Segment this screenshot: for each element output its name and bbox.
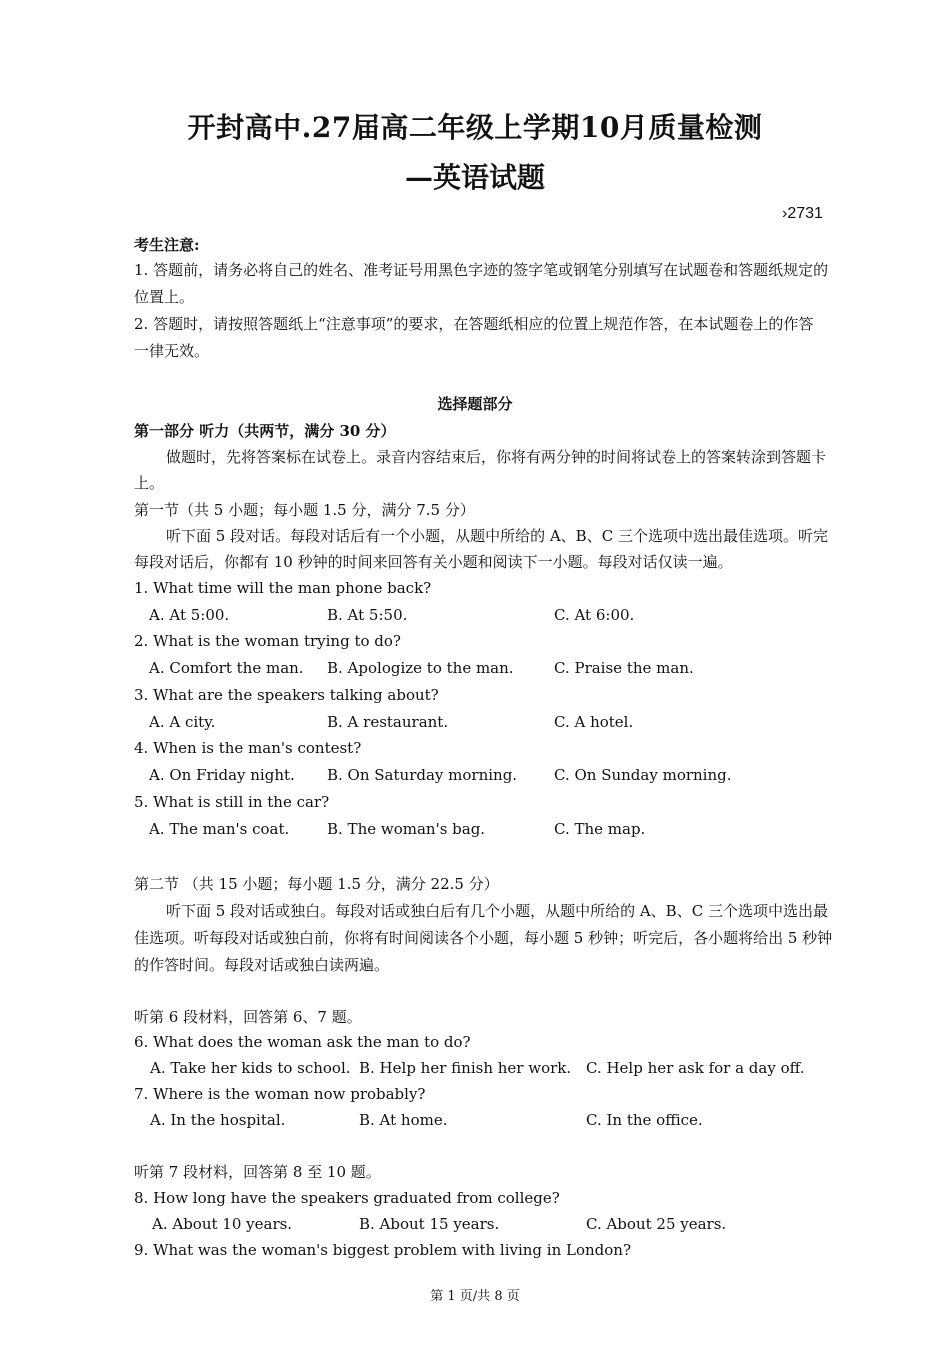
sec2-heading: 第二节 （共 15 小题；每小题 1.5 分，满分 22.5 分） <box>134 875 499 893</box>
q4-option-c: C. On Sunday morning. <box>554 766 732 784</box>
q2-option-b: B. Apologize to the man. <box>327 659 514 677</box>
q7-option-c: C. In the office. <box>586 1111 703 1129</box>
q3-option-b: B. A restaurant. <box>327 713 449 731</box>
q6-option-c: C. Help her ask for a day off. <box>586 1059 805 1077</box>
q1-option-b: B. At 5:50. <box>327 606 408 624</box>
question-2: 2. What is the woman trying to do? <box>134 632 401 650</box>
question-5: 5. What is still in the car? <box>134 793 330 811</box>
notice-item-1-cont: 位置上。 <box>134 288 195 306</box>
sec2-intro-cont-1: 佳选项。听每段对话或独白前，你将有时间阅读各个小题，每小题 5 秒钟；听完后，各小题将给出 5 秒钟 <box>134 929 833 947</box>
section-title: 选择题部分 <box>437 395 513 413</box>
notice-item-2-cont: 一律无效。 <box>134 342 210 360</box>
exam-subtitle: —英语试题 <box>404 161 545 194</box>
question-6: 6. What does the woman ask the man to do? <box>134 1033 471 1051</box>
page-number: 第 1 页/共 8 页 <box>430 1289 520 1304</box>
part1-intro: 做题时，先将答案标在试卷上。录音内容结束后，你将有两分钟的时间将试卷上的答案转涂到答题卡 <box>166 448 827 466</box>
sec1-heading: 第一节（共 5 小题；每小题 1.5 分，满分 7.5 分） <box>134 501 475 519</box>
sec2-intro-cont-2: 的作答时间。每段对话或独白读两遍。 <box>134 956 390 974</box>
question-4: 4. When is the man's contest? <box>134 739 362 757</box>
notice-heading: 考生注意: <box>134 236 200 254</box>
q6-option-a: A. Take her kids to school. <box>150 1059 351 1077</box>
q1-option-a: A. At 5:00. <box>149 606 230 624</box>
q3-option-c: C. A hotel. <box>554 713 634 731</box>
q7-option-b: B. At home. <box>359 1111 448 1129</box>
q4-option-a: A. On Friday night. <box>149 766 295 784</box>
q5-option-b: B. The woman's bag. <box>327 820 486 838</box>
material-7-heading: 听第 7 段材料，回答第 8 至 10 题。 <box>134 1163 381 1181</box>
material-6-heading: 听第 6 段材料，回答第 6、7 题。 <box>134 1008 362 1026</box>
q7-option-a: A. In the hospital. <box>150 1111 286 1129</box>
exam-code: ›2731 <box>782 205 823 222</box>
question-8: 8. How long have the speakers graduated from college? <box>134 1189 560 1207</box>
sec2-intro: 听下面 5 段对话或独白。每段对话或独白后有几个小题，从题中所给的 A、B、C 三个选项中选出最 <box>166 902 828 920</box>
notice-item-1: 1. 答题前，请务必将自己的姓名、准考证号用黑色字迹的签字笔或钢笔分别填写在试题卷和答题纸规定的 <box>134 261 829 279</box>
q5-option-a: A. The man's coat. <box>149 820 290 838</box>
sec1-intro-cont: 每段对话后，你都有 10 秒钟的时间来回答有关小题和阅读下一小题。每段对话仅读一遍。 <box>134 553 733 571</box>
q5-option-c: C. The map. <box>554 820 646 838</box>
q8-option-b: B. About 15 years. <box>359 1215 500 1233</box>
q8-option-c: C. About 25 years. <box>586 1215 727 1233</box>
q4-option-b: B. On Saturday morning. <box>327 766 518 784</box>
part1-intro-cont: 上。 <box>134 474 165 492</box>
notice-item-2: 2. 答题时，请按照答题纸上“注意事项”的要求，在答题纸相应的位置上规范作答，在本试题卷上的作答 <box>134 315 814 333</box>
q2-option-c: C. Praise the man. <box>554 659 694 677</box>
q6-option-b: B. Help her finish her work. <box>359 1059 572 1077</box>
q1-option-c: C. At 6:00. <box>554 606 635 624</box>
q3-option-a: A. A city. <box>149 713 216 731</box>
sec1-intro: 听下面 5 段对话。每段对话后有一个小题，从题中所给的 A、B、C 三个选项中选出最佳选项。听完 <box>166 527 828 545</box>
q2-option-a: A. Comfort the man. <box>149 659 304 677</box>
question-3: 3. What are the speakers talking about? <box>134 686 439 704</box>
question-9: 9. What was the woman's biggest problem with living in London? <box>134 1241 632 1259</box>
q8-option-a: A. About 10 years. <box>152 1215 293 1233</box>
question-1: 1. What time will the man phone back? <box>134 579 432 597</box>
question-7: 7. Where is the woman now probably? <box>134 1085 426 1103</box>
part1-heading: 第一部分 听力（共两节，满分 30 分） <box>134 422 396 440</box>
exam-title: 开封高中.27届高二年级上学期10月质量检测 <box>187 111 763 144</box>
